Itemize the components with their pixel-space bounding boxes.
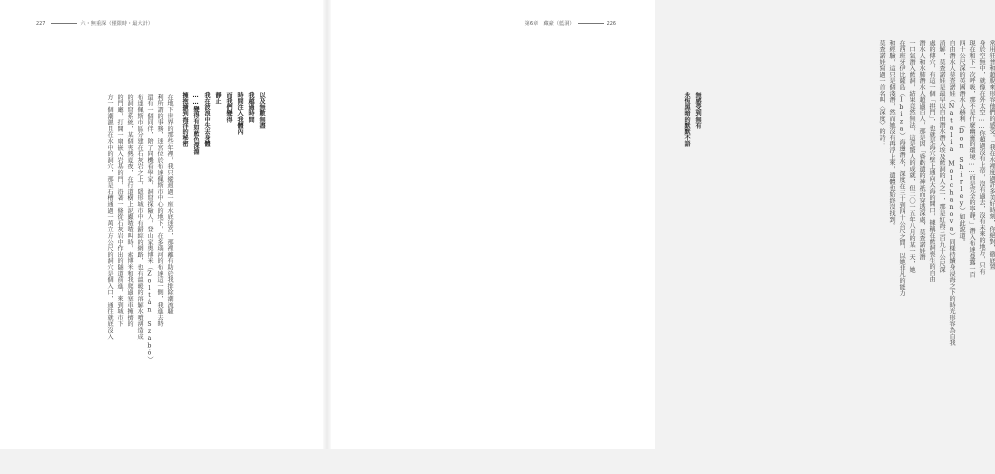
- prose-column: 方一個潮濕且在水中的洞穴，那是石槽通過一萬立方公尺的洞穴是個入口，通往就底沒入: [106, 94, 113, 340]
- header-rule: [578, 23, 604, 24]
- prose-column: 莫查諾娃寫過一首名叫〈深度〉的詩：: [878, 40, 885, 148]
- prose-column: 四十公尺深的英國潛水人赫利（Don Shirley）如此說道。: [958, 40, 965, 246]
- book-gutter: [323, 0, 331, 449]
- poem-line: 而我們變得: [225, 92, 232, 123]
- poem-line: 擁抱擴到海洋的秘密: [181, 92, 188, 147]
- prose-column: 還有一個同伴，陪了同機看學家，洞窟探險人，登山家奧博米（Zoltán Szabó）: [146, 94, 153, 364]
- right-page-prose: [709, 40, 995, 370]
- left-page: [0, 0, 327, 449]
- prose-column: 和經驗，這只是個淺潛，然而她沒有再浮上來，遺體也始終沒找到。: [888, 40, 895, 229]
- left-page-header: [36, 22, 153, 27]
- prose-column: 常用狂普和超脫來形容他們的感受。「我在水裡度過許多美好時刻，你絕對，徹底置: [988, 40, 995, 271]
- left-page-prose: [32, 94, 173, 474]
- right-page-header: [525, 22, 619, 27]
- poem-line: 我在波浪中失去身體: [203, 92, 210, 147]
- poem-block: [682, 92, 701, 147]
- left-page-chapter: 六・無重深（僅限時・最大計）: [80, 21, 154, 27]
- poem-line: 永恆黑暗的默默不語: [683, 92, 690, 147]
- prose-column: 身於空無中，就像在外太空……你超過沒有上帝，沒有過去，沒有未來的地方，只有: [978, 40, 985, 275]
- poem-block: [180, 92, 265, 155]
- prose-column: 一口氣潛入藍洞，結果竟然無法，這是驚人的成就，但二〇一五年八月的某一天，她: [908, 40, 915, 274]
- prose-column: 的門廳，打開一扇嵌入岩基的門，沿著一條從石灰岩中作出的隧道前進，來到城市下: [116, 94, 123, 328]
- prose-column: 在地下世界的那些年裡，我只縱迴過一座水底迷宮，那裡離有助於我排除潮流騷: [166, 94, 173, 315]
- prose-column: 潛水人和水肺潛水人超過百人，那是因「昏虧遺的神祇而穿透深處，莫查諾娃潛: [918, 40, 925, 261]
- prose-column: 處的傳穴，有這一個「拱門」，也就是海穴壁上通向大海的開口，據稱在藍洞喪生的自由: [928, 40, 935, 283]
- prose-column: 的洞窟系統，某個夾熱夏夜，在行道樹上泥蟲喳喳叫時，索博米和我爬過塞車擁擠的: [126, 94, 133, 328]
- poem-line: ……變得有如藍色深淵: [192, 92, 199, 155]
- right-page-number: 226: [606, 21, 616, 27]
- left-page-number: 227: [36, 21, 46, 27]
- poem-line: 以及無數無盡: [258, 92, 265, 129]
- prose-column: 現在和下一次呼吸，那不是什麼幽靈的環境……而是完全的寧靜。」潛入布達曼露一百: [968, 40, 975, 279]
- poem-line: 靜止: [214, 92, 221, 105]
- poem-line: 我越過時間: [247, 92, 254, 123]
- right-page-chapter: 第6章 藏豪（藍洞）: [524, 21, 575, 27]
- poem-line: 時間注入我體內: [236, 92, 243, 135]
- prose-column: 在西班牙伊比薩島（Ibiza）海邊潛水，深度在三十到四十公尺之間，以她非凡的能力: [898, 40, 905, 297]
- prose-column: 自由潛水人莫查諾娃（Natalia Molchanova）同樣持續身浸海之下的時光形容為自我: [948, 40, 955, 346]
- prose-column: 消解，莫查諾娃是最早以自由潛水潛入埃及藍洞的人之一，那是紅海三百九十公尺深: [938, 40, 945, 274]
- header-rule: [51, 23, 77, 24]
- prose-column: 布達佩斯市區分建在石灰岩之上，隱形城市中有錯綜的網路，也有溫暖的溶解水噴湧造成: [136, 94, 143, 340]
- right-page: [327, 0, 995, 449]
- poem-line: 無感受到無有: [694, 92, 701, 129]
- prose-column: 利所謂的事務，迷宮位於布達佩斯市中心的地下，在多瑙河的布達這一側，我進去時: [156, 94, 163, 328]
